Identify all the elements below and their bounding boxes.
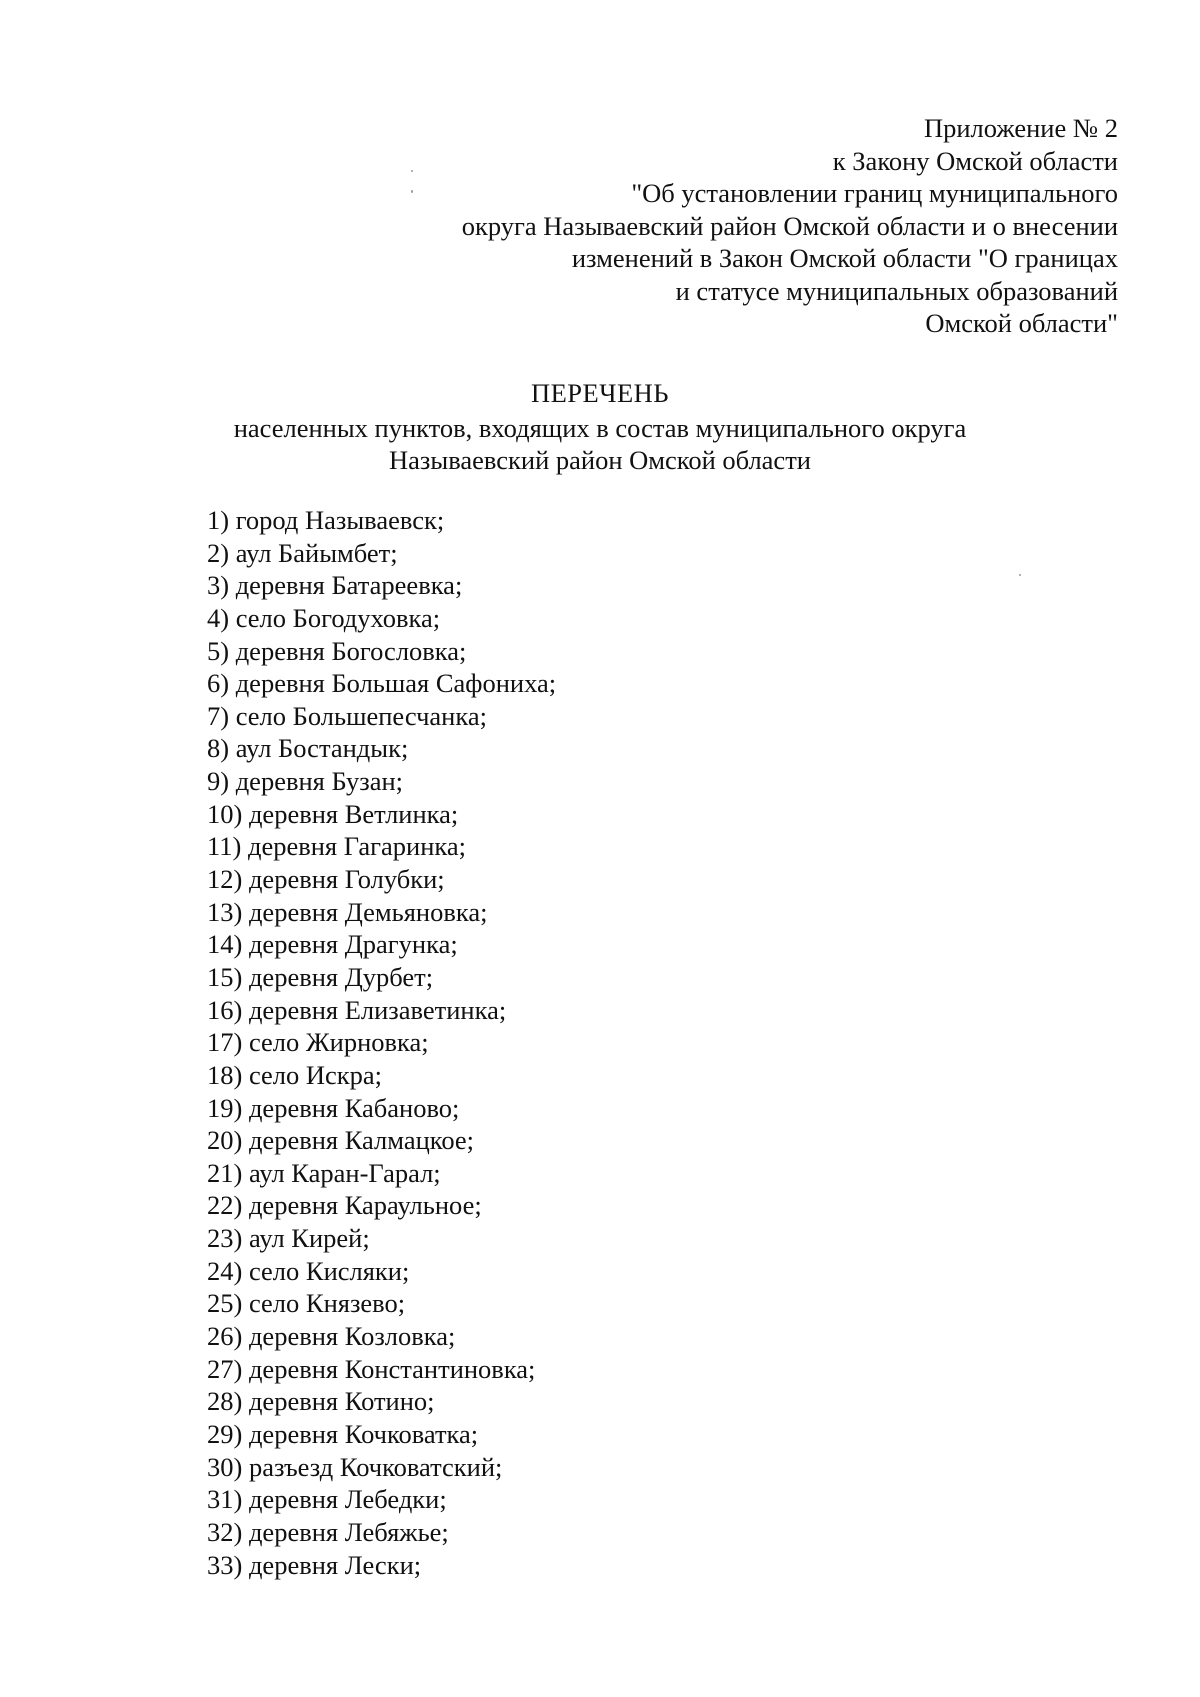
list-item: 3) деревня Батареевка;	[207, 570, 463, 601]
list-item: 19) деревня Кабаново;	[207, 1092, 460, 1123]
list-item: 14) деревня Драгунка;	[207, 929, 458, 960]
scan-speck	[1019, 574, 1021, 576]
list-item: 11) деревня Гагаринка;	[207, 831, 466, 862]
list-item: 12) деревня Голубки;	[207, 864, 445, 895]
list-item: 2) аул Байымбет;	[207, 537, 398, 568]
annex-header	[338, 112, 1118, 340]
list-item: 31) деревня Лебедки;	[207, 1484, 447, 1515]
list-item: 8) аул Бостандык;	[207, 733, 409, 764]
document-subtitle-line: Называевский район Омской области	[389, 445, 811, 475]
annex-line: изменений в Закон Омской области "О границах	[571, 243, 1118, 273]
annex-line: и статусе муниципальных образований	[675, 275, 1118, 306]
list-item: 26) деревня Козловка;	[207, 1321, 456, 1352]
list-item: 21) аул Каран-Гарал;	[207, 1157, 441, 1188]
list-item: 30) разъезд Кочковатский;	[207, 1451, 503, 1482]
list-item: 18) село Искра;	[207, 1059, 383, 1090]
list-item: 1) город Называевск;	[207, 505, 445, 535]
settlement-list	[207, 504, 556, 1581]
list-item: 20) деревня Калмацкое;	[207, 1125, 475, 1156]
list-item: 6) деревня Большая Сафониха;	[207, 668, 557, 699]
annex-line: Приложение № 2	[923, 113, 1118, 143]
list-item: 10) деревня Ветлинка;	[207, 798, 459, 829]
annex-line: к Закону Омской области	[832, 145, 1118, 176]
document-title: ПЕРЕЧЕНЬ	[530, 378, 669, 408]
document-subtitle-line: населенных пунктов, входящих в состав муниципального округа	[233, 412, 967, 443]
annex-line: "Об установлении границ муниципального	[631, 178, 1118, 208]
list-item: 15) деревня Дурбет;	[207, 961, 434, 992]
list-item: 32) деревня Лебяжье;	[207, 1516, 449, 1547]
annex-line: округа Называевский район Омской области и о внесении	[461, 210, 1118, 241]
list-item: 13) деревня Демьяновка;	[207, 896, 488, 927]
list-item: 33) деревня Лески;	[207, 1549, 422, 1580]
list-item: 7) село Большепесчанка;	[207, 700, 487, 731]
list-item: 17) село Жирновка;	[207, 1027, 429, 1058]
list-item: 28) деревня Котино;	[207, 1386, 435, 1417]
list-item: 25) село Князево;	[207, 1288, 406, 1319]
list-item: 23) аул Кирей;	[207, 1223, 370, 1254]
list-item: 24) село Кисляки;	[207, 1255, 410, 1286]
list-item: 22) деревня Караульное;	[207, 1190, 482, 1221]
list-item: 5) деревня Богословка;	[207, 635, 467, 666]
list-item: 4) село Богодуховка;	[207, 602, 441, 633]
list-item: 27) деревня Константиновка;	[207, 1353, 536, 1384]
document-title-block	[0, 377, 1200, 477]
annex-line: Омской области"	[925, 308, 1118, 338]
list-item: 29) деревня Кочковатка;	[207, 1418, 479, 1449]
list-item: 9) деревня Бузан;	[207, 766, 404, 797]
list-item: 16) деревня Елизаветинка;	[207, 994, 507, 1025]
